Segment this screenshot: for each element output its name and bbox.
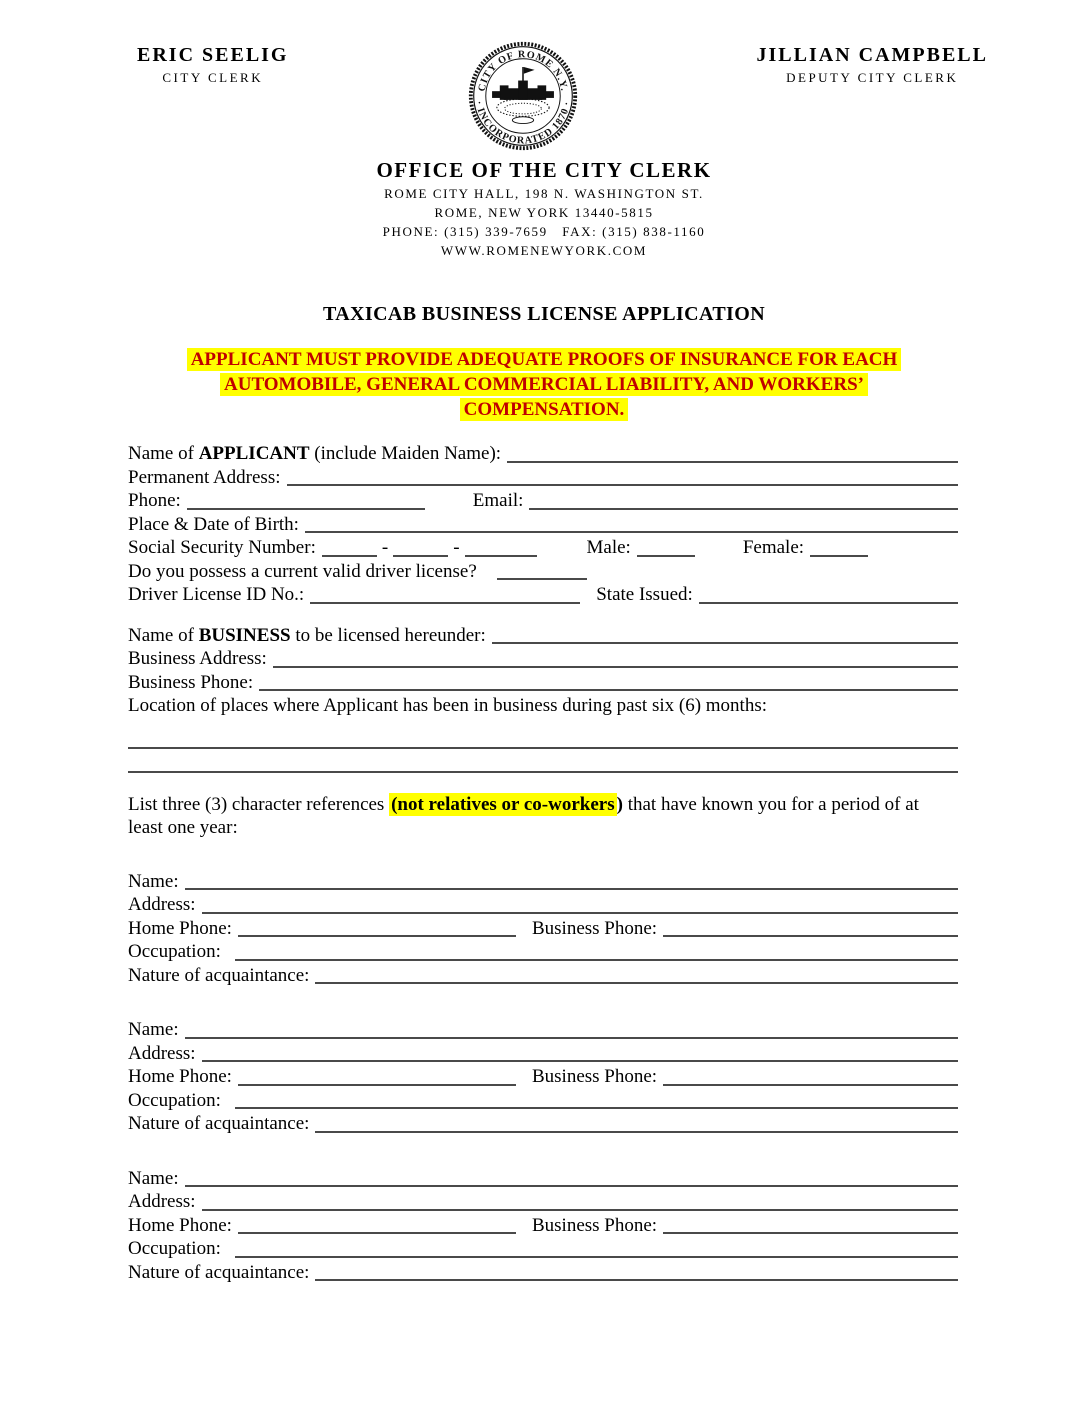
business-location-row — [128, 694, 958, 718]
license-question-row — [128, 560, 958, 584]
reference-nature-label: Nature of acquaintance: — [128, 964, 310, 986]
email-label: Email: — [472, 490, 524, 511]
business-location-lines — [128, 729, 958, 776]
city-seal — [465, 38, 581, 154]
business-location-label: Location of places where Applicant has been in business during past six (6) months: — [128, 695, 768, 716]
warning-line-3: COMPENSATION. — [460, 398, 629, 421]
insurance-warning — [0, 347, 1088, 422]
business-name-field[interactable] — [492, 624, 958, 645]
reference-nature-field[interactable] — [315, 1261, 958, 1282]
reference-address-row — [128, 1190, 958, 1214]
ssn-part2-field[interactable] — [393, 536, 448, 557]
business-name-label: Name of BUSINESS to be licensed hereunder: — [128, 624, 486, 646]
document-title: TAXICAB BUSINESS LICENSE APPLICATION — [322, 303, 766, 325]
ssn-part3-field[interactable] — [465, 536, 537, 557]
city-clerk-name: ERIC SEELIG — [137, 44, 289, 66]
reference-home-phone-field[interactable] — [238, 917, 516, 938]
reference-occupation-row — [128, 1089, 958, 1113]
reference-occupation-field[interactable] — [235, 1237, 958, 1258]
reference-business-phone-label: Business Phone: — [531, 1066, 658, 1087]
reference-address-label: Address: — [128, 1042, 196, 1064]
reference-address-field[interactable] — [202, 1190, 958, 1211]
reference-name-label: Name: — [128, 1167, 179, 1189]
reference-phones-row — [128, 1065, 958, 1089]
seal-bottom-text: · INCORPORATED 1870 · — [472, 100, 573, 147]
references-intro-rest: that have known you for a period of at least one year: — [128, 793, 919, 838]
reference-home-phone-label: Home Phone: — [128, 1066, 232, 1087]
seal-fort-emblem — [492, 67, 554, 100]
reference-block-3 — [128, 1167, 958, 1285]
reference-name-row — [128, 870, 958, 894]
business-phone-field[interactable] — [259, 671, 958, 692]
business-section — [128, 624, 958, 776]
reference-nature-row — [128, 1261, 958, 1285]
license-id-row — [128, 583, 958, 607]
business-address-field[interactable] — [273, 647, 958, 668]
reference-nature-field[interactable] — [315, 1112, 958, 1133]
male-label: Male: — [586, 537, 631, 558]
email-field[interactable] — [529, 489, 958, 510]
reference-occupation-field[interactable] — [235, 1089, 958, 1110]
letterhead — [0, 0, 1088, 154]
phone-field[interactable] — [187, 489, 425, 510]
reference-address-label: Address: — [128, 894, 196, 915]
female-field[interactable] — [810, 536, 868, 557]
permanent-address-label: Permanent Address: — [128, 466, 281, 488]
applicant-name-row — [128, 442, 958, 466]
application-form — [128, 442, 958, 1284]
ssn-part1-field[interactable] — [322, 536, 377, 557]
reference-address-row — [128, 1042, 958, 1066]
city-clerk-block — [137, 44, 289, 86]
birth-label: Place & Date of Birth: — [128, 513, 299, 535]
reference-occupation-label: Occupation: — [128, 1089, 221, 1111]
reference-address-label: Address: — [128, 1191, 196, 1212]
female-label: Female: — [742, 537, 805, 558]
ssn-row — [128, 536, 958, 560]
permanent-address-field[interactable] — [287, 466, 958, 487]
license-question-label: Do you possess a current valid driver license? — [128, 560, 477, 582]
ssn-label: Social Security Number: — [128, 537, 316, 558]
reference-home-phone-label: Home Phone: — [128, 917, 232, 939]
license-id-field[interactable] — [310, 583, 580, 604]
reference-occupation-label: Occupation: — [128, 941, 221, 962]
ssn-dash-1: - — [381, 537, 389, 558]
reference-occupation-field[interactable] — [235, 940, 958, 961]
city-clerk-title: CITY CLERK — [162, 70, 264, 85]
deputy-clerk-block — [757, 44, 988, 86]
reference-name-row — [128, 1018, 958, 1042]
license-id-label: Driver License ID No.: — [128, 584, 305, 605]
reference-nature-label: Nature of acquaintance: — [128, 1261, 310, 1283]
reference-occupation-row — [128, 940, 958, 964]
reference-name-field[interactable] — [185, 1018, 958, 1039]
warning-line-1: APPLICANT MUST PROVIDE ADEQUATE PROOFS OF INSURANCE FOR EACH — [187, 348, 902, 371]
reference-address-row — [128, 893, 958, 917]
business-address-label: Business Address: — [128, 648, 267, 669]
reference-nature-field[interactable] — [315, 964, 958, 985]
reference-business-phone-label: Business Phone: — [531, 917, 658, 939]
references-intro — [128, 793, 958, 840]
warning-line-2: AUTOMOBILE, GENERAL COMMERCIAL LIABILITY, AND WORKERS’ — [220, 373, 868, 396]
references-intro-text: List three (3) character references — [128, 793, 390, 815]
reference-name-field[interactable] — [185, 1167, 958, 1188]
applicant-name-label: Name of APPLICANT (include Maiden Name): — [128, 443, 502, 464]
seal-top-text: CITY OF ROME N.Y. — [476, 49, 569, 93]
deputy-clerk-title: DEPUTY CITY CLERK — [786, 70, 959, 85]
business-location-field-line2[interactable] — [128, 752, 958, 773]
state-issued-field[interactable] — [699, 583, 958, 604]
reference-business-phone-field[interactable] — [663, 917, 958, 938]
ssn-dash-2: - — [453, 537, 460, 558]
office-title: OFFICE OF THE CITY CLERK — [376, 158, 712, 182]
phone-label: Phone: — [128, 490, 181, 511]
reference-name-label: Name: — [128, 870, 179, 892]
office-address1: ROME CITY HALL, 198 N. WASHINGTON ST. — [384, 186, 704, 201]
business-phone-label: Business Phone: — [128, 671, 254, 693]
city-seal-icon — [465, 38, 581, 154]
business-address-row — [128, 647, 958, 671]
permanent-address-row — [128, 466, 958, 490]
office-phone-fax: PHONE: (315) 339-7659 FAX: (315) 838-1160 — [382, 224, 706, 239]
reference-home-phone-field[interactable] — [238, 1214, 516, 1235]
reference-nature-label: Nature of acquaintance: — [128, 1113, 310, 1134]
deputy-clerk-name: JILLIAN CAMPBELL — [756, 44, 988, 66]
business-phone-row — [128, 671, 958, 695]
business-name-row — [128, 624, 958, 648]
birth-row — [128, 513, 958, 537]
references-intro-highlight: (not relatives or co-workers — [391, 793, 615, 815]
reference-name-row — [128, 1167, 958, 1191]
reference-name-field[interactable] — [185, 870, 958, 891]
reference-home-phone-label: Home Phone: — [128, 1214, 232, 1236]
references-intro-paren: ) — [616, 793, 623, 815]
reference-occupation-label: Occupation: — [128, 1238, 221, 1259]
office-address2: ROME, NEW YORK 13440-5815 — [434, 205, 654, 220]
business-location-field-line1[interactable] — [128, 729, 958, 750]
reference-phones-row — [128, 1214, 958, 1238]
reference-address-field[interactable] — [202, 1042, 958, 1063]
reference-business-phone-field[interactable] — [663, 1214, 958, 1235]
male-field[interactable] — [637, 536, 695, 557]
reference-business-phone-label: Business Phone: — [531, 1214, 658, 1236]
license-question-field[interactable] — [497, 560, 587, 581]
reference-business-phone-field[interactable] — [663, 1065, 958, 1086]
reference-name-label: Name: — [128, 1019, 179, 1040]
phone-email-row — [128, 489, 958, 513]
reference-nature-row — [128, 964, 958, 988]
office-website: WWW.ROMENEWYORK.COM — [440, 243, 648, 258]
reference-nature-row — [128, 1112, 958, 1136]
reference-block-2 — [128, 1018, 958, 1136]
reference-home-phone-field[interactable] — [238, 1065, 516, 1086]
reference-address-field[interactable] — [202, 893, 958, 914]
applicant-name-field[interactable] — [507, 442, 958, 463]
state-issued-label: State Issued: — [596, 584, 693, 605]
reference-block-1 — [128, 870, 958, 988]
reference-phones-row — [128, 917, 958, 941]
birth-field[interactable] — [305, 513, 958, 534]
reference-occupation-row — [128, 1237, 958, 1261]
office-block — [0, 158, 1088, 259]
